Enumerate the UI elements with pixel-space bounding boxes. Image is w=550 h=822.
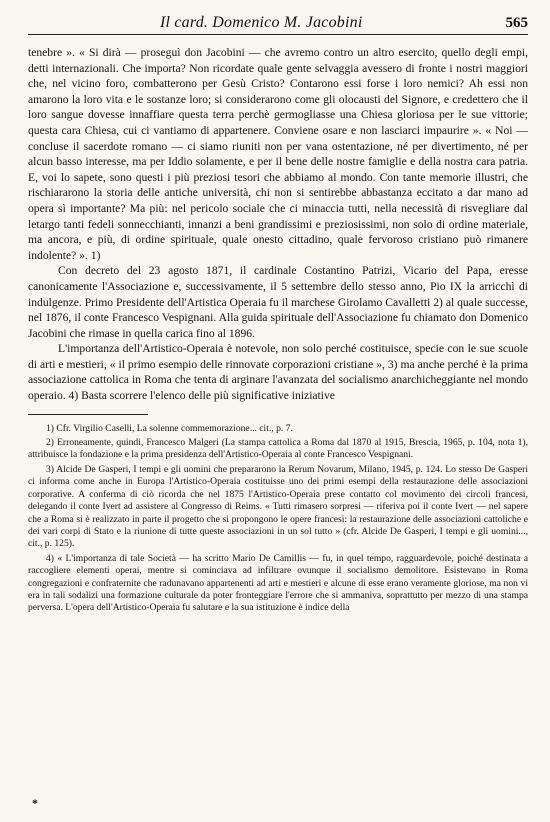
paragraph-3: L'importanza dell'Artistico-Operaia è notevole, non solo perché costituisce, specie con le sue scuole di arti e mestieri, « il primo esempio delle rinnovate corporazioni cristiane », 3) ma anche perché è la prima associazione cattolica in Roma che tenta di arginare l'avanzata del socialismo anarchicheggiante nel mondo operaio. 4) Basta scorrere l'elenco delle più significative iniziative bbox=[28, 342, 528, 403]
paragraph-1: tenebre ». « Si dirà — proseguì don Jacobini — che avremo contro un altro esercito, quello degli empi, detti internazionali. Che importa? Non ricordate quale gente selvaggia avessero di fronte i nostri maggiori che, nel vicino foro, combatterono per Gesù Cristo? Contarono essi forse i loro nemici? Ah essi non amarono la loro vita e le sostanze loro; si considerarono come gli olocausti del Signore, e credettero che il loro sangue dovesse innaffiare questa terra perchè germogliasse una Chiesa gloriosa per le sue vittorie; questa cara Chiesa, cui ci vantiamo di appartenere. Conviene osare e non lasciarci impaurire ». « Noi — concluse il sacerdote romano — ci siamo riuniti non per vana ostentazione, né per divertimento, né per alcun basso interesse, ma per Iddio solamente, e per il bene delle nostre famiglie e della nostra cara patria. E, voi lo sapete, sono questi i più preziosi tesori che abbiamo al mondo. Con tante memorie illustri, che rischiararono la storia delle antiche università, chi non si sentirebbe abbastanza eccitato a dar mano ad opera sì importante? Ma più: nel pericolo sociale che ci minaccia tutti, nella necessità di risvegliare dal letargo tanti fedeli sonnecchianti, innanzi a beni grandissimi e preziosissimi, non solo di ordine materiale, ma ancora, e più, di ordine spirituale, quale onesto cittadino, quale fervoroso cristiano può rimanere indolente? ». 1) bbox=[28, 46, 528, 262]
footnote-1: 1) Cfr. Virgilio Caselli, La solenne commemorazione... cit., p. 7. bbox=[46, 422, 293, 434]
footnotes bbox=[28, 423, 528, 615]
footnote-separator bbox=[28, 414, 148, 415]
document-page bbox=[28, 14, 528, 617]
paragraph-2: Con decreto del 23 agosto 1871, il cardinale Costantino Patrizi, Vicario del Papa, eresse canonicamente l'Associazione e, successivamente, il 5 settembre dello stesso anno, Pio IX la arricchì di indulgenze. Primo Presidente dell'Artistica Operaia fu il marchese Girolamo Cavalletti 2) al quale successe, nel 1876, il conte Francesco Vespignani. Alla guida spirituale dell'Associazione fu chiamato don Domenico Jacobini che rimase in quella carica fino al 1896. bbox=[28, 264, 528, 340]
main-text bbox=[28, 45, 528, 404]
footnote-3: 3) Alcide De Gasperi, I tempi e gli uomini che prepararono la Rerum Novarum, Milano, 1945, p. 124. Lo stesso De Gasperi ci informa come anche in Europa l'Artistico-Operaia costituisse uno dei primi esempi della restaurazione delle associazioni corporative. A conferma di ciò ricorda che nel 1875 l'Artistico-Operaia prese contatto col movimento dei circoli francesi, delegando il conte Ivert ad assistere al Congresso di Reims. « Tutti rimasero sorpresi — riferiva poi il conte Ivert — nel sapere che a Roma si è realizzato in parte il progetto che si propongono le opere francesi: la restaurazione delle associazioni cattoliche e dei vari corpi di Stato e la riunione di tutte queste associazioni in un sol tutto » (cfr. Alcide De Gasperi, I tempi e gli uomini..., cit., p. 125). bbox=[28, 463, 528, 550]
footnote-4: 4) « L'importanza di tale Società — ha scritto Mario De Camillis — fu, in quel tempo, ragguardevole, poiché destinata a raccogliere elementi operai, mentre si cominciava ad infiltrare ovunque il socialismo demolitore. Esistevano in Roma congregazioni e confraternite che radunavano appartenenti ad arti e mestieri e alcune di esse erano veramente gloriose, ma non vi era in tali sodalizi una formazione culturale da poter fronteggiare l'errore che si ammaniva, soprattutto per mezzo di una stampa perversa. L'opera dell'Artistico-Operaia fu salutare e la sua istituzione è indice della bbox=[28, 552, 528, 614]
footnote-2: 2) Erroneamente, quindi, Francesco Malgeri (La stampa cattolica a Roma dal 1870 al 1915, Brescia, 1965, p. 104, nota 1), attribuisce la fondazione e la prima presidenza dell'Artistico-Operaia al conte Francesco Vespignani. bbox=[28, 437, 528, 461]
page-header bbox=[28, 14, 528, 35]
signature-mark: * bbox=[32, 796, 38, 810]
running-title: Il card. Domenico M. Jacobini bbox=[160, 14, 363, 31]
page-number: 565 bbox=[505, 15, 528, 31]
